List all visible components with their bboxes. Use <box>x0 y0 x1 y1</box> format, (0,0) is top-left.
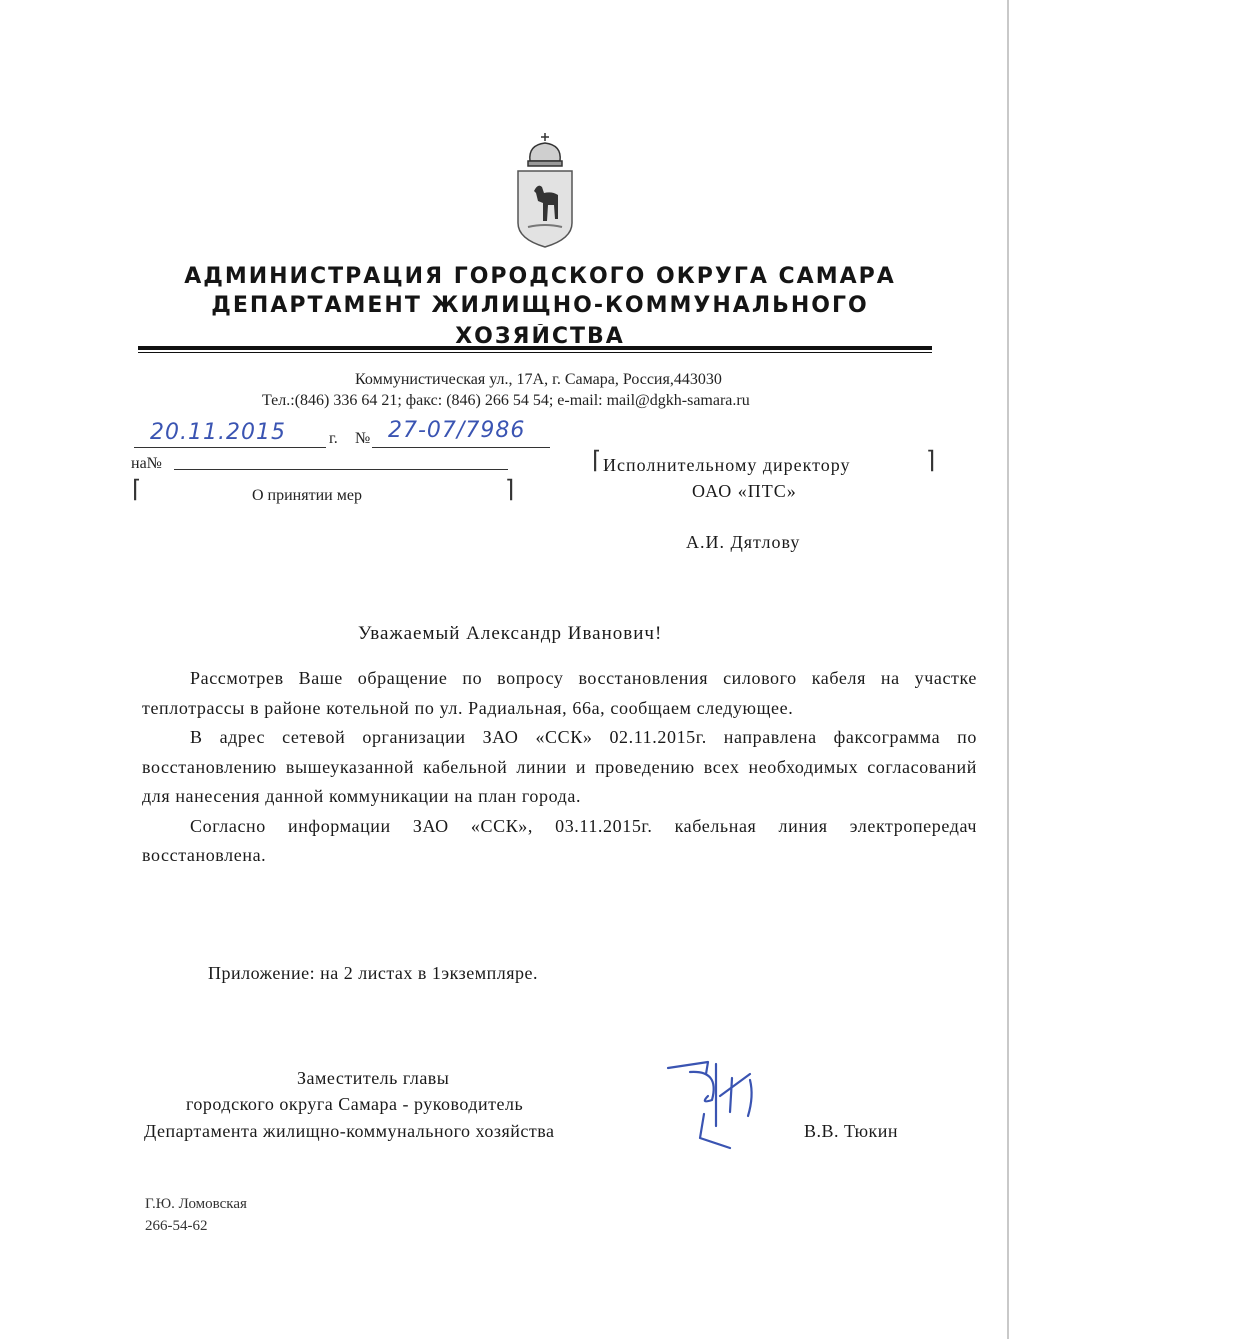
header-rule-thick <box>138 346 932 350</box>
date-underline <box>134 447 326 448</box>
letter-body <box>142 664 977 871</box>
number-label: № <box>355 430 371 447</box>
letter-number: 27-07/7986 <box>388 418 526 443</box>
body-paragraph-2: В адрес сетевой организации ЗАО «ССК» 02.11.2015г. направлена факсограмма по восстановлению вышеуказанной кабельной линии и проведению всех необходимых согласований для нанесения данной коммуникации на план города. <box>142 727 977 806</box>
reference-underline <box>174 469 508 470</box>
recipient-bracket-left: ⌈ <box>592 446 602 474</box>
org-address: Коммунистическая ул., 17А, г. Самара, Россия,443030 <box>355 371 722 388</box>
signer-position-line1: Заместитель главы <box>297 1068 450 1088</box>
body-paragraph-3: Согласно информации ЗАО «ССК», 03.11.2015г. кабельная линия электропередач восстановлена. <box>142 815 977 865</box>
org-title-line2: ДЕПАРТАМЕНТ ЖИЛИЩНО-КОММУНАЛЬНОГО <box>211 293 869 318</box>
letter-date: 20.11.2015 <box>150 420 286 445</box>
recipient-title: Исполнительному директору <box>603 455 851 475</box>
body-paragraph-1: Рассмотрев Ваше обращение по вопросу восстановления силового кабеля на участке теплотрассы в районе котельной по ул. Радиальная, 66а, сообщаем следующее. <box>142 668 977 718</box>
signer-position-line2: городского округа Самара - руководитель <box>186 1094 524 1114</box>
org-title-line1: АДМИНИСТРАЦИЯ ГОРОДСКОГО ОКРУГА САМАРА <box>184 264 896 289</box>
header-rule-thin <box>138 352 932 353</box>
signer-name: В.В. Тюкин <box>804 1121 899 1141</box>
handwritten-signature <box>660 1056 770 1156</box>
reference-label: на№ <box>131 455 162 472</box>
page-edge <box>1007 0 1009 1339</box>
number-underline <box>372 447 550 448</box>
signer-position-line3: Департамента жилищно-коммунального хозяйства <box>144 1121 555 1141</box>
org-title-line3: ХОЗЯЙСТВА <box>455 324 625 346</box>
subject-bracket-right: ⌉ <box>505 475 515 503</box>
subject-line: О принятии мер <box>252 487 362 504</box>
recipient-org: ОАО «ПТС» <box>692 481 797 501</box>
date-suffix: г. <box>329 430 338 447</box>
org-contacts: Тел.:(846) 336 64 21; факс: (846) 266 54 54; e-mail: mail@dgkh-samara.ru <box>262 392 750 409</box>
coat-of-arms-emblem <box>512 131 578 249</box>
subject-bracket-left: ⌈ <box>132 475 142 503</box>
recipient-name: А.И. Дятлову <box>686 532 801 552</box>
recipient-bracket-right: ⌉ <box>926 446 936 474</box>
executor-name: Г.Ю. Ломовская <box>145 1196 247 1212</box>
executor-phone: 266-54-62 <box>145 1218 208 1234</box>
attachment-note: Приложение: на 2 листах в 1экземпляре. <box>208 963 539 983</box>
greeting: Уважаемый Александр Иванович! <box>358 623 663 644</box>
